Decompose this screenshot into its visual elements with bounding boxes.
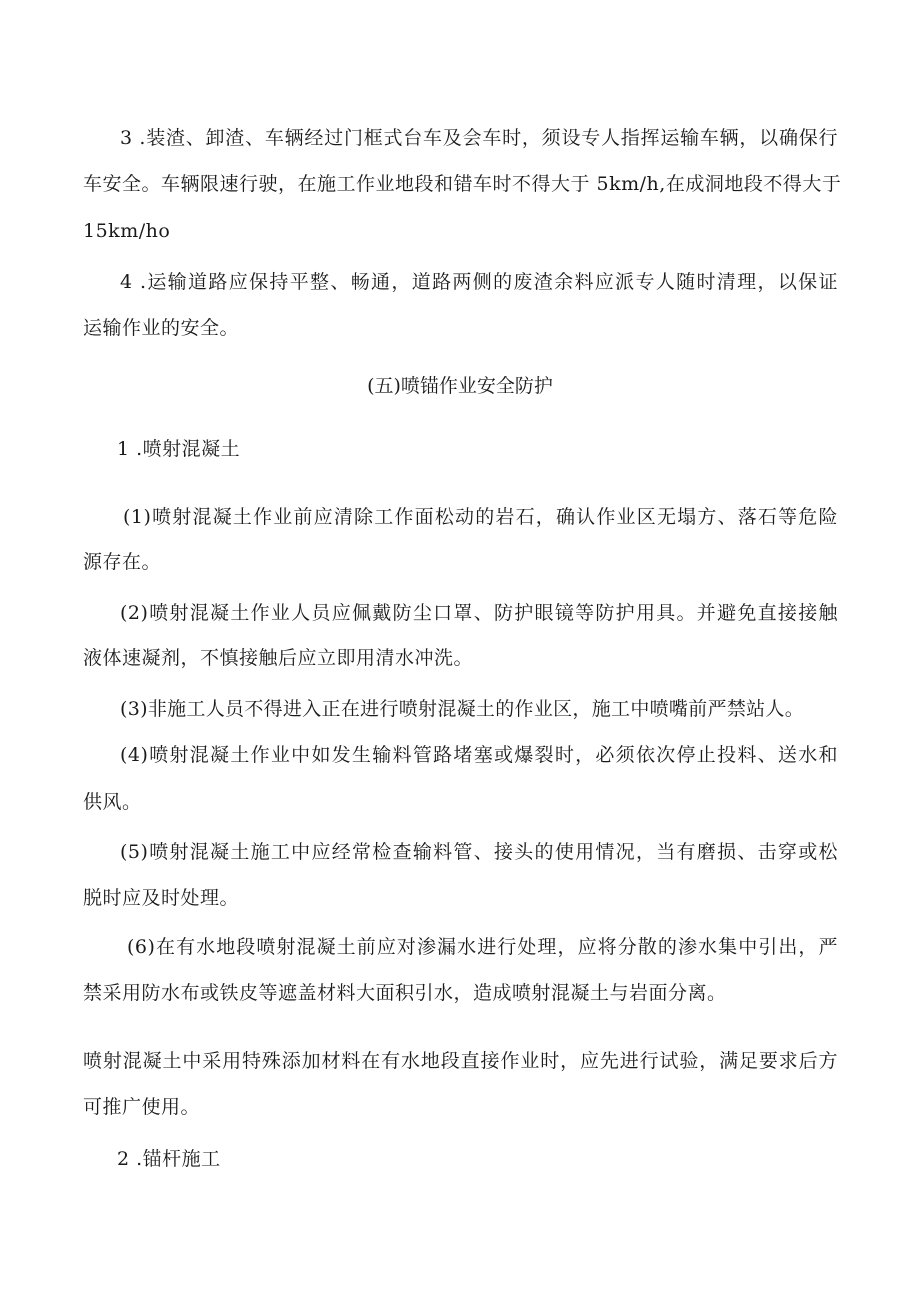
item-2-line-1: (2)喷射混凝土作业人员应佩戴防尘口罩、防护眼镜等防护用具。并避免直接接触 bbox=[120, 602, 838, 624]
paragraph-3-line-3: 15km/ho bbox=[83, 220, 171, 242]
item-4-line-2: 供风。 bbox=[83, 791, 142, 813]
item-4-line-1: (4)喷射混凝土作业中如发生输料管路堵塞或爆裂时，必须依次停止投料、送水和 bbox=[120, 744, 838, 766]
item-6-line-1: (6)在有水地段喷射混凝土前应对渗漏水进行处理，应将分散的渗水集中引出，严 bbox=[127, 936, 838, 958]
section-heading: (五)喷锚作业安全防护 bbox=[367, 375, 553, 397]
item-2-line-2: 液体速凝剂，不慎接触后应立即用清水冲洗。 bbox=[83, 647, 474, 669]
item-3-line-1: (3)非施工人员不得进入正在进行喷射混凝土的作业区，施工中喷嘴前严禁站人。 bbox=[120, 698, 805, 720]
item-1-line-1: (1)喷射混凝土作业前应清除工作面松动的岩石，确认作业区无塌方、落石等危险 bbox=[123, 506, 838, 528]
paragraph-3-line-2: 车安全。车辆限速行驶，在施工作业地段和错车时不得大于 5km/h,在成洞地段不得大于 bbox=[83, 173, 842, 195]
subheading-shotcrete: 1 .喷射混凝土 bbox=[117, 438, 241, 460]
note-line-1: 喷射混凝土中采用特殊添加材料在有水地段直接作业时，应先进行试验，满足要求后方 bbox=[83, 1050, 838, 1072]
item-5-line-1: (5)喷射混凝土施工中应经常检查输料管、接头的使用情况，当有磨损、击穿或松 bbox=[120, 841, 838, 863]
paragraph-4-line-1: 4 .运输道路应保持平整、畅通，道路两侧的废渣余料应派专人随时清理，以保证 bbox=[120, 271, 838, 293]
item-1-line-2: 源存在。 bbox=[83, 551, 162, 573]
paragraph-3-line-1: 3 .装渣、卸渣、车辆经过门框式台车及会车时，须设专人指挥运输车辆，以确保行 bbox=[120, 127, 838, 149]
item-5-line-2: 脱时应及时处理。 bbox=[83, 887, 240, 909]
subheading-anchor-bolt: 2 .锚杆施工 bbox=[117, 1148, 221, 1170]
paragraph-4-line-2: 运输作业的安全。 bbox=[83, 317, 240, 339]
note-line-2: 可推广使用。 bbox=[83, 1096, 201, 1118]
item-6-line-2: 禁采用防水布或铁皮等遮盖材料大面积引水，造成喷射混凝土与岩面分离。 bbox=[83, 982, 727, 1004]
